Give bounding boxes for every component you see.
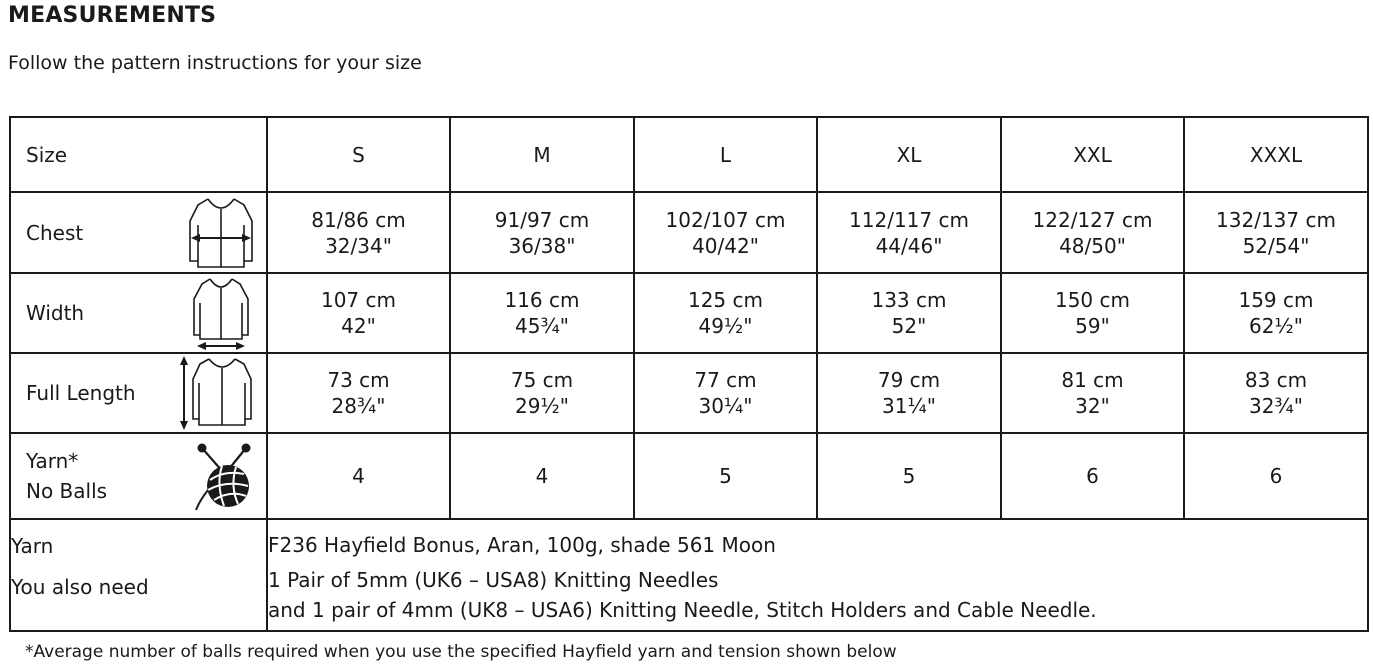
size-s: S: [267, 117, 450, 192]
size-l: L: [634, 117, 817, 192]
width-label-cell: [10, 273, 267, 353]
width-row: [10, 273, 1368, 353]
yarn-label: Yarn: [11, 534, 54, 558]
balls-label-cell: [10, 433, 267, 519]
yarn-ball-icon: [194, 440, 256, 512]
page-subtitle: Follow the pattern instructions for your size: [8, 52, 422, 74]
also-need-line-2: and 1 pair of 4mm (UK8 – USA6) Knitting Needle, Stitch Holders and Cable Needle.: [268, 598, 1097, 622]
also-need-label: You also need: [11, 575, 149, 599]
garment-chest-icon: [186, 195, 256, 271]
garment-width-icon: [186, 275, 256, 351]
width-s: 107 cm 42": [267, 273, 450, 353]
size-m: M: [450, 117, 634, 192]
chest-label-cell: [10, 192, 267, 273]
width-l: 125 cm 49½": [634, 273, 817, 353]
chest-m: 91/97 cm 36/38": [450, 192, 634, 273]
size-xxl: XXL: [1001, 117, 1184, 192]
size-xxxl: XXXL: [1184, 117, 1368, 192]
length-l: 77 cm 30¼": [634, 353, 817, 433]
materials-row: [10, 519, 1368, 631]
length-xxl: 81 cm 32": [1001, 353, 1184, 433]
balls-xxl: 6: [1001, 433, 1184, 519]
footnote: *Average number of balls required when you use the specified Hayfield yarn and tension shown below: [25, 642, 897, 662]
width-label: Width: [26, 301, 85, 325]
balls-xl: 5: [817, 433, 1001, 519]
chest-xl: 112/117 cm 44/46": [817, 192, 1001, 273]
length-m: 75 cm 29½": [450, 353, 634, 433]
balls-label: Yarn* No Balls: [26, 449, 108, 503]
length-label: Full Length: [26, 381, 136, 405]
chest-l: 102/107 cm 40/42": [634, 192, 817, 273]
length-s: 73 cm 28¾": [267, 353, 450, 433]
balls-l: 5: [634, 433, 817, 519]
size-row: [10, 117, 1368, 192]
width-m: 116 cm 45¾": [450, 273, 634, 353]
size-label: Size: [26, 142, 68, 167]
length-label-cell: [10, 353, 267, 433]
also-need-line-1: 1 Pair of 5mm (UK6 – USA8) Knitting Needles: [268, 568, 719, 592]
size-xl: XL: [817, 117, 1001, 192]
length-xl: 79 cm 31¼": [817, 353, 1001, 433]
garment-length-icon: [178, 355, 256, 431]
measurements-table: [9, 116, 1369, 632]
width-xxxl: 159 cm 62½": [1184, 273, 1368, 353]
balls-s: 4: [267, 433, 450, 519]
balls-row: [10, 433, 1368, 519]
chest-xxxl: 132/137 cm 52/54": [1184, 192, 1368, 273]
length-xxxl: 83 cm 32¾": [1184, 353, 1368, 433]
chest-s: 81/86 cm 32/34": [267, 192, 450, 273]
width-xl: 133 cm 52": [817, 273, 1001, 353]
length-row: [10, 353, 1368, 433]
balls-xxxl: 6: [1184, 433, 1368, 519]
chest-xxl: 122/127 cm 48/50": [1001, 192, 1184, 273]
materials-label-cell: [10, 519, 267, 631]
balls-m: 4: [450, 433, 634, 519]
page-title: MEASUREMENTS: [8, 3, 217, 28]
chest-label: Chest: [26, 220, 84, 245]
chest-row: [10, 192, 1368, 273]
size-label-cell: [10, 117, 267, 192]
yarn-info: F236 Hayfield Bonus, Aran, 100g, shade 561 Moon: [268, 533, 776, 557]
width-xxl: 150 cm 59": [1001, 273, 1184, 353]
materials-info-cell: [267, 519, 1368, 631]
